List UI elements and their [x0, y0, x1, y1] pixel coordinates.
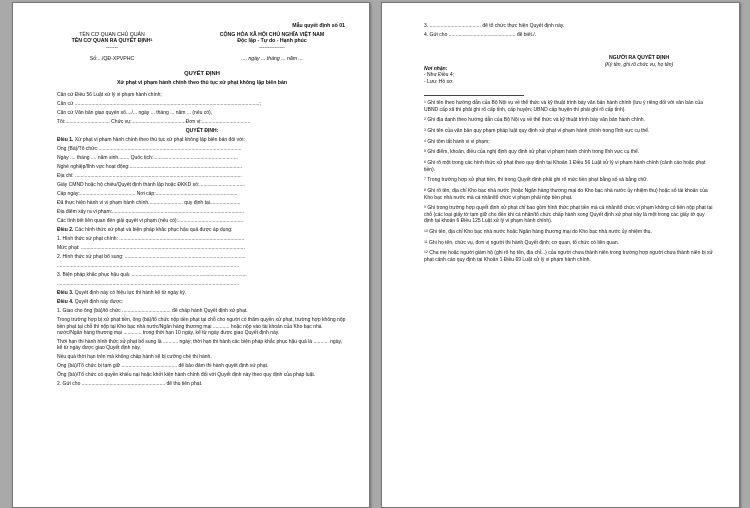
field-line: Nghề nghiệp/lĩnh vực hoạt động:.................................................................................	[57, 164, 243, 171]
field-line: ...................................................................................................................................	[57, 281, 239, 288]
agency-parent: TÊN CƠ QUAN CHỦ QUẢN	[79, 31, 145, 38]
field-line: Các tình tiết liên quan đến giải quyết vi phạm (nếu có):...............................................	[57, 218, 244, 225]
signature-block	[424, 41, 714, 68]
signer-title: NGƯỜI RA QUYẾT ĐỊNH	[608, 54, 670, 61]
motto-line: ---------------	[259, 45, 285, 52]
field-line: ...................................................................................................................................	[57, 263, 239, 270]
recipients-block	[424, 66, 714, 85]
field-line: 2. Hình thức xử phạt bổ sung: .......................................................................................	[57, 254, 246, 261]
basis-line: Căn cứ Điều 56 Luật xử lý vi phạm hành chính;	[57, 91, 162, 98]
recipient-item-3: 3. ..................................... để tổ chức thực hiện Quyết định này.	[424, 23, 565, 29]
agency-dashes: -------	[105, 45, 119, 52]
decision-number: Số:.../QĐ-XPVPHC	[89, 55, 135, 62]
article-4-item: 2. Gửi cho ............................................................ để thu tiền phạt.	[57, 381, 203, 388]
footnote: $^3$ Ghi tên của văn bản quy phạm pháp luật quy định xử phạt vi phạm hành chính trong lĩnh vực cụ thể.	[424, 128, 650, 135]
footnote: $^4$ Ghi tôm tắt hành vi vi phạm;	[424, 138, 490, 145]
field-line: 3. Biện pháp khắc phục hậu quả: ...................................................................................	[57, 272, 247, 279]
field-line: Địa điểm xảy ra vi phạm:...............................................................................................	[57, 209, 244, 216]
footnote: $^{12}$ Cha mẹ hoặc người giám hộ (ghi rõ họ tên, địa chỉ...) của người chưa thành niên trong trường hợp người chưa thành niên bị xử phạt cảnh cáo quy định tại Khoản 1 Điều 69 Luật xử lý vi phạm hành chính.	[424, 250, 713, 263]
footnote-separator	[424, 95, 524, 96]
field-line: Cấp ngày:........................................ Nơi cấp:...........................................................	[57, 191, 238, 198]
recipients-label: Nơi nhận:	[424, 66, 448, 73]
recipient-entry: - Lưu: Hồ sơ.	[424, 78, 454, 85]
signer-note: (Ký tên, ghi rõ chức vụ, họ tên)	[604, 61, 674, 68]
footnote: $^{10}$ Ghi tên, địa chỉ Kho bạc nhà nước hoặc Ngân hàng thương mại do Kho bạc nhà nước ủy nhiệm thu.	[424, 228, 652, 235]
field-line: Địa chỉ: ........................................................................................................................	[57, 173, 242, 180]
article-4-para: Trong trường hợp bị xử phạt tiền, ông (bà)/tổ chức nộp tiền phạt tại chỗ cho người có thẩm quyền xử phạt, trường hợp không nộp tiền phạt tại chỗ thì nộp tại Kho bạc nhà nước/Ngân hàng thương mại ............ hoặc nộp vào tài khoản của Kho bạc nhà nước/Ngân hàng thương mại ............. trong thời hạn 10 ngày, kể từ ngày được giao Quyết định này.	[57, 317, 346, 336]
decision-subtitle: Xử phạt vi phạm hành chính theo thủ tục xử phạt không lập biên bản	[116, 80, 288, 87]
recipient-entry: - Như Điều 4;	[424, 72, 455, 79]
field-line: Đã thực hiện hành vi vi phạm hành chính......................... quy định tại......................	[57, 200, 241, 207]
article-4-para: Nếu quá thời hạn trên mà không chấp hành sẽ bị cưỡng chế thi hành.	[57, 354, 212, 361]
basis-line: Căn cứ .....................................................................................................................................;	[57, 100, 261, 107]
footnote: $^{11}$ Ghi họ tên, chức vụ, đơn vị người thi hành Quyết định; cơ quan, tổ chức có liên quan.	[424, 239, 620, 246]
field-line: Giấy CMND hoặc hộ chiếu/Quyết định thành lập hoặc ĐKKD số:.................................	[57, 182, 246, 189]
footnote: $^7$ Trong trường hợp xử phạt tiền, thì trong Quyết định phải ghi rõ mức tiền phạt bằng số và bằng chữ.	[424, 177, 648, 184]
footnote: $^6$ Ghi rõ một trong các hình thức xử phạt theo quy định tại Khoản 1 Điều 56 Luật xử lý vi phạm hành chính (cảnh cáo hoặc phạt tiền).	[424, 160, 706, 173]
agency-block	[57, 32, 167, 63]
field-line: Ngày .... tháng .... năm sinh........ Quốc tịch:.............................................................	[57, 155, 238, 162]
decision-title: QUYẾT ĐỊNH	[184, 70, 220, 77]
article-4: Điều 4. Quyết định này được:	[57, 299, 124, 306]
document-page-1	[12, 2, 370, 508]
article-3: Điều 3. Quyết định này có hiệu lực thi hành kể từ ngày ký.	[57, 290, 187, 297]
signer-box	[564, 41, 714, 68]
footnote: $^9$ Ghi trong trường hợp quyết định xử phạt chỉ bao gồm hình thức phạt tiền mà cá nhân/tổ chức vi phạm không có tiền nộp phạt tại chỗ (các loại giấy tờ tạm giữ cho đến khi cá nhân/tổ chức chấp hành xong Quyết định xử phạt này là một trong các giấy tờ quy định tại khoản 6 Điều 125 Luật xử lý vi phạm hành chính).	[424, 205, 713, 225]
official-line: Tôi:................................ Chức vụ:.......................................Đơn vị:...................................	[57, 118, 251, 125]
national-block	[197, 32, 347, 63]
article-2: Điều 2. Các hình thức xử phạt và biện pháp khắc phục hậu quả được áp dụng:	[57, 227, 233, 234]
footnote: $^8$ Ghi rõ tên, địa chỉ Kho bạc nhà nước (hoặc Ngân hàng thương mại do Kho bạc nhà nước ủy nhiệm thu) hoặc số tài khoản của Kho bạc nhà nước mà cá nhân/tổ chức vi phạm phải nộp tiền phạt.	[424, 188, 708, 201]
footnote: $^5$ Ghi điểm, khoản, điều của nghị định quy định xử phạt vi phạm hành chính trong lĩnh vực cụ thể.	[424, 149, 640, 156]
form-number: Mẫu quyết định số 01	[292, 23, 345, 29]
document-page-2	[381, 2, 740, 508]
section-title: QUYẾT ĐỊNH:	[185, 128, 219, 135]
field-line: Mức phạt: ......................................................................................................................	[57, 245, 245, 252]
article-4-para: Ông (bà)/Tổ chức bị tạm giữ ........................................ để bảo đảm thi hành quyết định xử phạt.	[57, 363, 269, 370]
agency-name: TÊN CƠ QUAN RA QUYẾT ĐỊNH$^1$	[71, 38, 153, 45]
footnote: $^2$ Ghi địa danh theo hướng dẫn của Bộ Nội vụ về thể thức và kỹ thuật trình bày văn bản hành chính.	[424, 117, 645, 124]
article-4-para: Ông (bà)/Tổ chức có quyền khiếu nại hoặc khởi kiện hành chính đối với Quyết định này theo quy định của pháp luật.	[57, 372, 316, 379]
article-4-item: 1. Giao cho ông (bà)/tổ chức ................................... để chấp hành Quyết định xử phạt.	[57, 308, 248, 315]
document-header	[57, 32, 347, 63]
date-line: ..., ngày ... tháng ... năm ...	[241, 55, 303, 62]
footnote: $^1$ Ghi tên theo hướng dẫn của Bộ Nội vụ về thể thức và kỹ thuật trình bày văn bản hành chính (lưu ý riêng đối với văn bản của UBND cấp xã thì phải ghi rõ cấp tỉnh, cấp huyện; UBND cấp huyện thì phải ghi rõ cấp tỉnh).	[424, 100, 703, 113]
article-4-para: Thời hạn thi hành hình thức xử phạt bổ sung là ........... ngày; thời hạn thi hành các biện pháp khắc phục hậu quả là ........... ngày, kể từ ngày được giao Quyết định này.	[57, 338, 343, 352]
national-motto: Độc lập - Tự do - Hạnh phúc	[237, 38, 307, 45]
article-1: Điều 1. Xử phạt vi phạm hành chính theo thủ tục xử phạt không lập biên bản đối với:	[57, 137, 245, 144]
republic-name: CỘNG HÒA XÃ HỘI CHỦ NGHĨA VIỆT NAM	[219, 31, 325, 38]
field-line: Ông (Bà)/Tổ chức:.......................................................................................................	[57, 146, 242, 153]
field-line: 1. Hình thức xử phạt chính: ..........................................................................................	[57, 236, 245, 243]
basis-line: Căn cứ Văn bản giao quyền số..../... ngày ... tháng ... năm ... (nếu có),	[57, 109, 213, 116]
recipient-item-4: 4. Gửi cho ................................................ để biết./.	[424, 31, 536, 38]
